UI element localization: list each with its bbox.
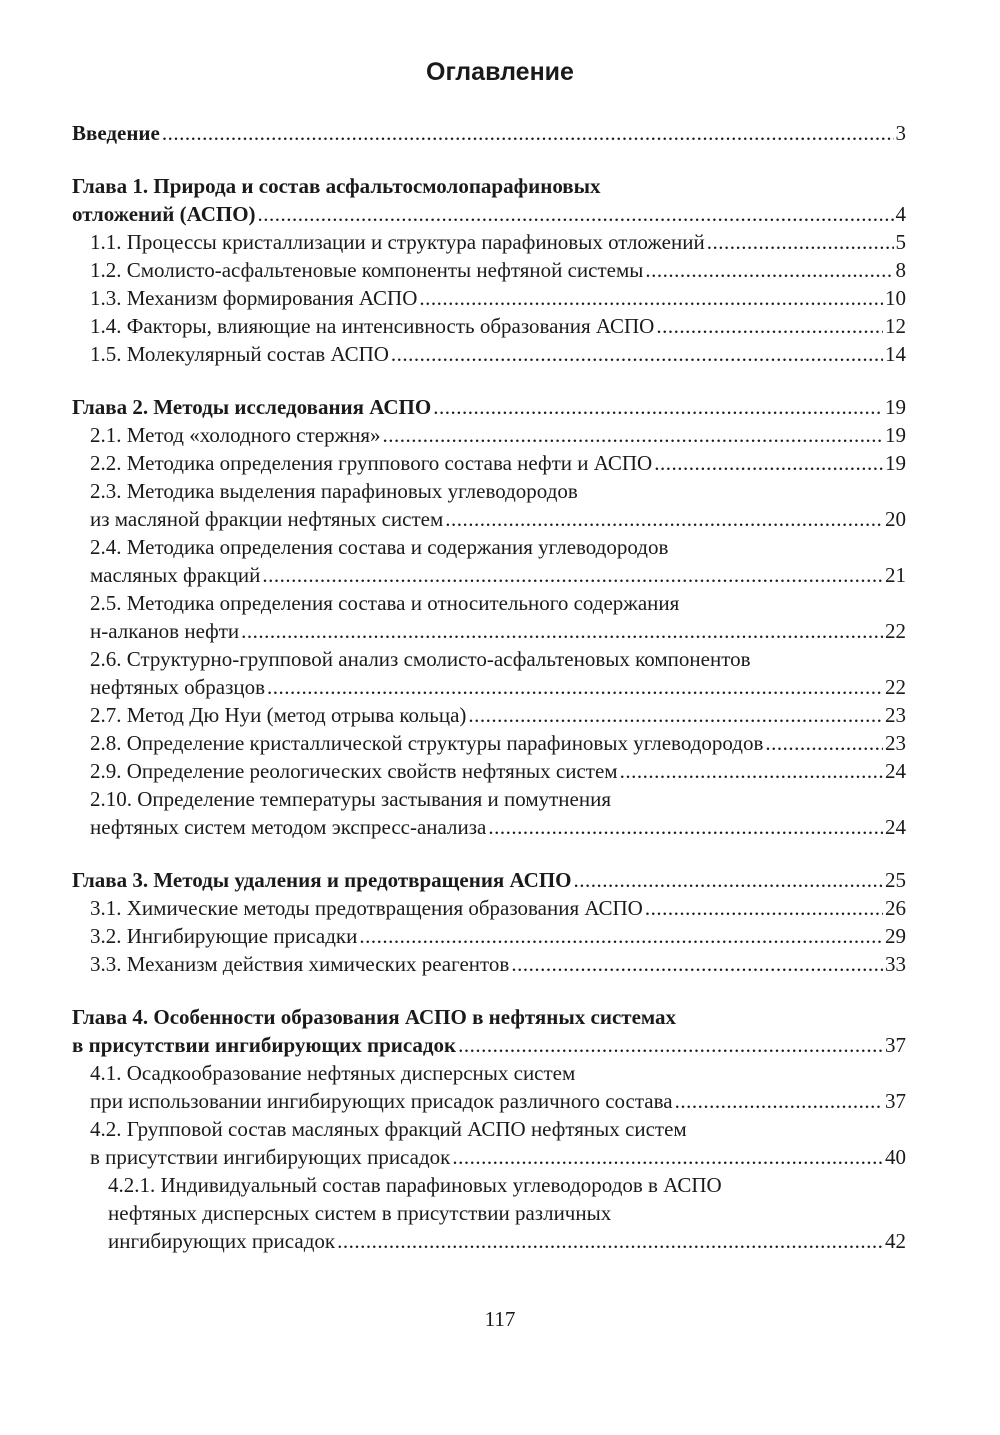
toc-entry-text: 4.2.1. Индивидуальный состав парафиновых углеводородов в АСПО	[108, 1173, 722, 1197]
dot-leader	[645, 894, 883, 922]
toc-entry-text: 3.2. Ингибирующие присадки	[90, 924, 358, 948]
toc-page-number: 37	[885, 1089, 906, 1113]
toc-entry-1-4[interactable]	[72, 312, 906, 340]
toc-entry-text: нефтяных образцов	[90, 675, 266, 699]
toc-entry-2-1[interactable]	[72, 421, 906, 449]
dot-leader	[645, 256, 893, 284]
table-of-contents	[72, 119, 906, 1255]
dot-leader	[337, 1227, 883, 1255]
toc-page-number: 4	[895, 202, 906, 226]
toc-page-number: 23	[885, 731, 906, 755]
dot-leader	[654, 449, 883, 477]
toc-entry-2-8[interactable]	[72, 729, 906, 757]
toc-entry-text: в присутствии ингибирующих присадок	[72, 1033, 457, 1057]
dot-leader	[458, 1031, 883, 1059]
toc-entry-text: 1.2. Смолисто-асфальтеновые компоненты нефтяной системы	[90, 258, 644, 282]
dot-leader	[574, 866, 884, 894]
toc-entry-2-5-line-1	[72, 589, 906, 617]
toc-page-number: 19	[885, 395, 906, 419]
toc-entry-2-4[interactable]	[72, 561, 906, 589]
toc-page-number: 42	[885, 1229, 906, 1253]
toc-entry-text: 2.7. Метод Дю Нуи (метод отрыва кольца)	[90, 703, 467, 727]
toc-entry-text: 2.6. Структурно-групповой анализ смолисто-асфальтеновых компонентов	[90, 647, 751, 671]
toc-entry-2-9[interactable]	[72, 757, 906, 785]
toc-entry-2-10-line-1	[72, 785, 906, 813]
toc-entry-chapter-3[interactable]	[72, 866, 906, 894]
toc-page-number: 29	[885, 924, 906, 948]
toc-chapter-4-heading-line	[72, 1003, 906, 1031]
toc-entry-2-2[interactable]	[72, 449, 906, 477]
toc-entry-text: ингибирующих присадок	[108, 1229, 336, 1253]
toc-entry-text: 4.2. Групповой состав масляных фракций АСПО нефтяных систем	[90, 1117, 687, 1141]
toc-entry-text: Глава 1. Природа и состав асфальтосмолопарафиновых	[72, 174, 601, 198]
toc-page-number: 21	[885, 563, 906, 587]
toc-page-number: 24	[885, 815, 906, 839]
toc-page-number: 19	[885, 451, 906, 475]
toc-page-number: 23	[885, 703, 906, 727]
dot-leader	[675, 1087, 883, 1115]
toc-entry-text: 1.5. Молекулярный состав АСПО	[90, 342, 389, 366]
dot-leader	[382, 421, 883, 449]
dot-leader	[445, 505, 883, 533]
toc-page-number: 40	[885, 1145, 906, 1169]
dot-leader	[258, 200, 894, 228]
dot-leader	[452, 1143, 883, 1171]
dot-leader	[707, 228, 894, 256]
toc-entry-text: 2.2. Методика определения группового состава нефти и АСПО	[90, 451, 653, 475]
toc-entry-chapter-4[interactable]	[72, 1031, 906, 1059]
page-title: Оглавление	[426, 58, 574, 86]
toc-entry-text: Введение	[72, 121, 160, 145]
toc-chapter-1-heading-line	[72, 172, 906, 200]
toc-entry-text: 3.1. Химические методы предотвращения образования АСПО	[90, 896, 643, 920]
dot-leader	[241, 617, 883, 645]
dot-leader	[433, 393, 883, 421]
dot-leader	[162, 119, 894, 147]
toc-entry-2-3-line-1	[72, 477, 906, 505]
toc-entry-3-1[interactable]	[72, 894, 906, 922]
toc-page-number: 24	[885, 759, 906, 783]
toc-entry-text: отложений (АСПО)	[72, 202, 256, 226]
toc-page-number: 22	[885, 675, 906, 699]
toc-page-number: 10	[885, 286, 906, 310]
toc-page-number: 20	[885, 507, 906, 531]
toc-entry-1-3[interactable]	[72, 284, 906, 312]
toc-entry-text: 1.3. Механизм формирования АСПО	[90, 286, 418, 310]
dot-leader	[267, 673, 883, 701]
dot-leader	[359, 922, 883, 950]
toc-page-number: 8	[895, 258, 906, 282]
toc-entry-3-3[interactable]	[72, 950, 906, 978]
toc-entry-text: 2.4. Методика определения состава и содержания углеводородов	[90, 535, 669, 559]
toc-entry-text: при использовании ингибирующих присадок различного состава	[90, 1089, 673, 1113]
dot-leader	[765, 729, 883, 757]
toc-entry-2-4-line-1	[72, 533, 906, 561]
toc-entry-text: масляных фракций	[90, 563, 261, 587]
toc-entry-2-6[interactable]	[72, 673, 906, 701]
dot-leader	[656, 312, 883, 340]
toc-entry-text: в присутствии ингибирующих присадок	[90, 1145, 451, 1169]
dot-leader	[391, 340, 883, 368]
dot-leader	[468, 701, 883, 729]
toc-entry-text: 2.10. Определение температуры застывания и помутнения	[90, 787, 611, 811]
toc-entry-1-5[interactable]	[72, 340, 906, 368]
toc-entry-2-10[interactable]	[72, 813, 906, 841]
toc-entry-text: нефтяных систем методом экспресс-анализа	[90, 815, 487, 839]
toc-entry-chapter-1[interactable]	[72, 200, 906, 228]
toc-entry-1-2[interactable]	[72, 256, 906, 284]
page-number: 117	[484, 1307, 516, 1331]
toc-entry-text: нефтяных дисперсных систем в присутствии различных	[108, 1201, 612, 1225]
toc-entry-1-1[interactable]	[72, 228, 906, 256]
toc-entry-4-1-line-1	[72, 1059, 906, 1087]
toc-entry-text: Глава 3. Методы удаления и предотвращения АСПО	[72, 868, 572, 892]
dot-leader	[262, 561, 883, 589]
toc-entry-3-2[interactable]	[72, 922, 906, 950]
toc-entry-4-2-1-line-1	[72, 1171, 906, 1199]
toc-page-number: 22	[885, 619, 906, 643]
toc-entry-text: из масляной фракции нефтяных систем	[90, 507, 444, 531]
toc-entry-text: Глава 2. Методы исследования АСПО	[72, 395, 432, 419]
dot-leader	[511, 950, 883, 978]
toc-entry-text: 2.1. Метод «холодного стержня»	[90, 423, 381, 447]
toc-page-number: 25	[885, 868, 906, 892]
toc-page-number: 37	[885, 1033, 906, 1057]
toc-entry-4-2[interactable]	[72, 1143, 906, 1171]
toc-entry-chapter-2[interactable]	[72, 393, 906, 421]
toc-page-number: 26	[885, 896, 906, 920]
toc-entry-4-2-1-line-2	[72, 1199, 906, 1227]
toc-entry-2-7[interactable]	[72, 701, 906, 729]
dot-leader	[620, 757, 883, 785]
toc-page-number: 14	[885, 342, 906, 366]
toc-entry-text: 1.1. Процессы кристаллизации и структура парафиновых отложений	[90, 230, 705, 254]
toc-entry-text: 3.3. Механизм действия химических реагентов	[90, 952, 510, 976]
toc-entry-text: 2.5. Методика определения состава и относительного содержания	[90, 591, 680, 615]
toc-page-number: 33	[885, 952, 906, 976]
toc-entry-4-1[interactable]	[72, 1087, 906, 1115]
toc-page-number: 5	[895, 230, 906, 254]
dot-leader	[419, 284, 883, 312]
toc-entry-text: 1.4. Факторы, влияющие на интенсивность образования АСПО	[90, 314, 655, 338]
toc-entry-text: 4.1. Осадкообразование нефтяных дисперсных систем	[90, 1061, 576, 1085]
toc-entry-text: 2.8. Определение кристаллической структуры парафиновых углеводородов	[90, 731, 764, 755]
toc-entry-text: 2.9. Определение реологических свойств нефтяных систем	[90, 759, 618, 783]
dot-leader	[488, 813, 883, 841]
toc-entry-text: 2.3. Методика выделения парафиновых углеводородов	[90, 479, 578, 503]
toc-page-number: 12	[885, 314, 906, 338]
toc-entry-4-2-line-1	[72, 1115, 906, 1143]
toc-entry-2-6-line-1	[72, 645, 906, 673]
toc-entry-2-5[interactable]	[72, 617, 906, 645]
toc-page-number: 19	[885, 423, 906, 447]
toc-entry-2-3[interactable]	[72, 505, 906, 533]
toc-entry-text: Глава 4. Особенности образования АСПО в нефтяных системах	[72, 1005, 677, 1029]
toc-entry-intro[interactable]	[72, 119, 906, 147]
toc-entry-4-2-1[interactable]	[72, 1227, 906, 1255]
toc-page-number: 3	[895, 121, 906, 145]
toc-entry-text: н-алканов нефти	[90, 619, 240, 643]
